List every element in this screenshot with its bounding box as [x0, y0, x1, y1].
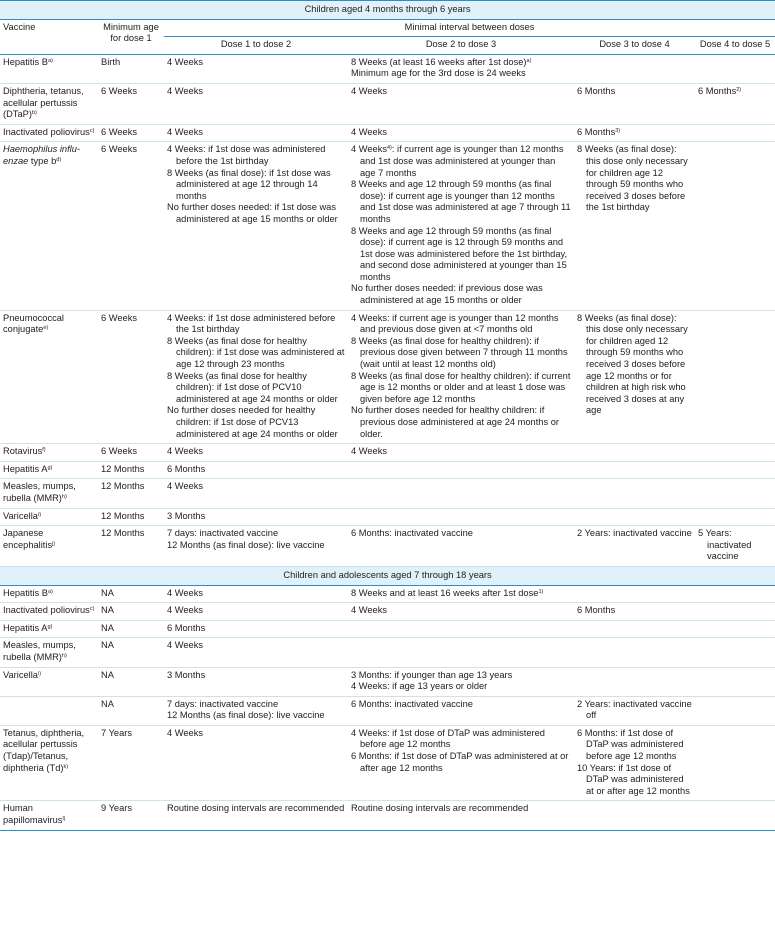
interval-d45 — [695, 508, 775, 526]
interval-d45 — [695, 461, 775, 479]
table-row — [0, 479, 775, 508]
interval-d12-line: 8 Weeks (as final dose for healthy children): if 1st dose of PCV10 administered at age 24 months or older — [167, 370, 338, 404]
vaccine-name: Pneumococcal conjugate$^{e)}$ — [0, 310, 98, 444]
interval-d45 — [695, 124, 775, 142]
interval-d23 — [348, 725, 574, 801]
interval-d12-line: 4 Weeks — [167, 56, 203, 67]
interval-d45-line: 6 Months$^{2)}$ — [698, 85, 742, 96]
interval-d45 — [695, 526, 775, 567]
interval-d34 — [574, 696, 695, 725]
interval-d23-line: 8 Weeks (as final dose for healthy children): if previous dose given between 7 through 11 months (wait until at least 12 months old) — [351, 335, 568, 370]
interval-d12 — [164, 667, 348, 696]
interval-d34 — [574, 620, 695, 638]
min-age: 12 Months — [98, 461, 164, 479]
interval-d12-line: 7 days: inactivated vaccine — [167, 698, 279, 709]
interval-d12-line: 4 Weeks: if 1st dose was administered before the 1st birthday — [167, 144, 326, 166]
interval-d23 — [348, 696, 574, 725]
interval-d12-line: 4 Weeks — [167, 481, 203, 492]
interval-d23-line: No further doses needed: if previous dose was administered at age 15 months or older — [351, 283, 543, 306]
interval-d23-line: 4 Weeks: if current age is younger than 12 months and previous dose given at <7 months old — [351, 312, 559, 335]
interval-d23-line: 8 Weeks and age 12 through 59 months (as final dose): if current age is younger than 12 months and 1st dose was administered at age 7 through 11 months — [351, 179, 571, 224]
interval-d12-line: 4 Weeks — [167, 640, 203, 651]
min-age: 6 Weeks — [98, 83, 164, 124]
interval-d12-line: 3 Months — [167, 510, 206, 521]
table-row — [0, 585, 775, 603]
interval-d34 — [574, 142, 695, 310]
interval-d34 — [574, 310, 695, 444]
interval-d34 — [574, 638, 695, 667]
header-dose1-2: Dose 1 to dose 2 — [164, 37, 348, 55]
vaccine-name: Inactivated poliovirus$^{c)}$ — [0, 603, 98, 621]
interval-d34-line: 8 Weeks (as final dose): this dose only necessary for children age 12 through 59 months who received 3 doses before the 1st birthday — [577, 144, 688, 213]
header-interval: Minimal interval between doses — [164, 19, 775, 37]
interval-d34 — [574, 725, 695, 801]
interval-d23-line: 4 Weeks — [351, 446, 387, 457]
interval-d12 — [164, 479, 348, 508]
vaccine-name: Diphtheria, tetanus, acellular pertussis (DTaP)$^{b)}$ — [0, 83, 98, 124]
interval-d23-line: 8 Weeks (at least 16 weeks after 1st dose)$^{a)}$ — [351, 56, 532, 67]
interval-d34-line: 6 Months — [577, 605, 616, 616]
interval-d45 — [695, 444, 775, 462]
section-title-young: Children aged 4 months through 6 years — [0, 1, 775, 20]
interval-d12 — [164, 620, 348, 638]
interval-d23 — [348, 83, 574, 124]
min-age: NA — [98, 603, 164, 621]
interval-d45 — [695, 603, 775, 621]
interval-d12 — [164, 603, 348, 621]
interval-d34 — [574, 83, 695, 124]
interval-d23 — [348, 638, 574, 667]
interval-d23-line: 4 Weeks$^{4)}$: if current age is younger than 12 months and 1st dose was administered at younger than age 7 months — [351, 144, 564, 178]
interval-d23-line: 4 Weeks: if 1st dose of DTaP was administered before age 12 months — [351, 727, 545, 750]
interval-d12 — [164, 526, 348, 567]
vaccine-name: Haemophilus influ-enzae type $b^{d)}$ — [0, 142, 98, 310]
min-age: NA — [98, 585, 164, 603]
table-row — [0, 696, 775, 725]
vaccine-name: Rotavirus$^{f)}$ — [0, 444, 98, 462]
interval-d12-line: 4 Weeks — [167, 85, 203, 96]
table-row — [0, 310, 775, 444]
min-age: NA — [98, 667, 164, 696]
interval-d23-line: 8 Weeks (as final dose for healthy children): if current age is 12 months or older and at least 1 dose was given before age 12 months — [351, 370, 571, 404]
interval-d23-line: 4 Weeks — [351, 85, 387, 96]
interval-d23-line: Routine dosing intervals are recommended — [351, 803, 529, 814]
vaccine-name: Inactivated poliovirus$^{c)}$ — [0, 124, 98, 142]
interval-d23 — [348, 444, 574, 462]
section-title-older: Children and adolescents aged 7 through 18 years — [0, 566, 775, 585]
vaccine-name: Varicella$^{i)}$ — [0, 508, 98, 526]
interval-d12-line: 4 Weeks: if 1st dose administered before the 1st birthday — [167, 312, 336, 335]
interval-d45 — [695, 479, 775, 508]
table-row — [0, 603, 775, 621]
table-row — [0, 461, 775, 479]
interval-d12-line: 4 Weeks — [167, 727, 203, 738]
interval-d12-line: Routine dosing intervals are recommended — [167, 803, 345, 814]
interval-d34 — [574, 526, 695, 567]
interval-d45 — [695, 54, 775, 83]
interval-d12-line: 4 Weeks — [167, 126, 203, 137]
interval-d45 — [695, 585, 775, 603]
interval-d45 — [695, 620, 775, 638]
table-row — [0, 508, 775, 526]
min-age: 12 Months — [98, 508, 164, 526]
interval-d12-line: 12 Months (as final dose): live vaccine — [167, 539, 325, 550]
interval-d12-line: 8 Weeks (as final dose): if 1st dose was administered at age 12 through 14 months — [167, 167, 331, 201]
interval-d12 — [164, 461, 348, 479]
min-age: Birth — [98, 54, 164, 83]
interval-d34-line: 10 Years: if 1st dose of DTaP was administered at or after age 12 months — [577, 762, 690, 796]
interval-d23-line: 4 Weeks: if age 13 years or older — [351, 681, 488, 692]
interval-d23-line: No further doses needed for healthy children: if previous dose administered at age 24 months or older. — [351, 405, 559, 439]
interval-d12 — [164, 585, 348, 603]
table-row — [0, 444, 775, 462]
interval-d12 — [164, 310, 348, 444]
min-age: 9 Years — [98, 801, 164, 830]
interval-d12-line: 7 days: inactivated vaccine — [167, 528, 279, 539]
interval-d45-line: 5 Years: inactivated vaccine — [698, 528, 752, 562]
header-dose3-4: Dose 3 to dose 4 — [574, 37, 695, 55]
vaccine-name: Japanese encephalitis$^{j)}$ — [0, 526, 98, 567]
interval-d12 — [164, 725, 348, 801]
interval-d34-line: 6 Months: if 1st dose of DTaP was administered before age 12 months — [577, 727, 684, 762]
interval-d12-line: 6 Months — [167, 463, 206, 474]
min-age: 6 Weeks — [98, 124, 164, 142]
interval-d12 — [164, 508, 348, 526]
interval-d23 — [348, 479, 574, 508]
interval-d12 — [164, 54, 348, 83]
min-age: NA — [98, 620, 164, 638]
vaccine-name: Measles, mumps, rubella (MMR)$^{h)}$ — [0, 638, 98, 667]
interval-d23-line: 4 Weeks — [351, 126, 387, 137]
interval-d12-line: No further doses needed: if 1st dose was administered at age 15 months or older — [167, 202, 338, 224]
interval-d23-line: 6 Months: inactivated vaccine — [351, 528, 473, 539]
interval-d12-line: 8 Weeks (as final dose for healthy children): if 1st dose was administered at age 12 through 23 months — [167, 335, 345, 370]
min-age: 7 Years — [98, 725, 164, 801]
interval-d34-line: 8 Weeks (as final dose): this dose only necessary for children aged 12 through 59 months who received 3 doses before age 12 months or for children at high risk who received 3 doses at any age — [577, 312, 688, 416]
interval-d12-line: 3 Months — [167, 669, 206, 680]
interval-d23 — [348, 526, 574, 567]
table-row — [0, 667, 775, 696]
interval-d23 — [348, 585, 574, 603]
interval-d45 — [695, 667, 775, 696]
header-min-age: Minimum age for dose 1 — [98, 19, 164, 54]
interval-d12 — [164, 444, 348, 462]
min-age: 12 Months — [98, 479, 164, 508]
interval-d45 — [695, 83, 775, 124]
min-age: 12 Months — [98, 526, 164, 567]
interval-d34 — [574, 801, 695, 830]
interval-d34 — [574, 585, 695, 603]
table-row — [0, 638, 775, 667]
vaccine-name: Tetanus, diphtheria, acellular pertussis (Tdap)/Tetanus, diphtheria $(Td)^{k)}$ — [0, 725, 98, 801]
vaccine-name: Hepatitis $A^{g)}$ — [0, 461, 98, 479]
interval-d23 — [348, 667, 574, 696]
vaccine-name: Hepatitis $B^{a)}$ — [0, 585, 98, 603]
min-age: 6 Weeks — [98, 444, 164, 462]
interval-d12 — [164, 638, 348, 667]
table-row — [0, 620, 775, 638]
interval-d12 — [164, 142, 348, 310]
interval-d12-line: 6 Months — [167, 622, 206, 633]
interval-d23-line: 4 Weeks — [351, 605, 387, 616]
interval-d45 — [695, 801, 775, 830]
interval-d23-line: 8 Weeks and age 12 through 59 months (as final dose): if current age is 12 through 59 months and 1st dose was administered before the 1st birthday, and second dose administered at younger than 15 months — [351, 225, 568, 282]
interval-d12-line: 4 Weeks — [167, 587, 203, 598]
interval-d34-line: 6 Months$^{3)}$ — [577, 126, 621, 137]
interval-d23-line: 8 Weeks and at least 16 weeks after 1st dose$^{1)}$ — [351, 587, 544, 598]
header-dose4-5: Dose 4 to dose 5 — [695, 37, 775, 55]
interval-d12 — [164, 696, 348, 725]
interval-d12-line: 12 Months (as final dose): live vaccine — [167, 710, 325, 721]
interval-d23 — [348, 508, 574, 526]
interval-d23 — [348, 54, 574, 83]
interval-d23-line: 6 Months: inactivated vaccine — [351, 698, 473, 709]
interval-d23 — [348, 461, 574, 479]
interval-d34-line: 2 Years: inactivated vaccine — [577, 528, 692, 539]
interval-d34 — [574, 479, 695, 508]
vaccine-name: Hepatitis $B^{a)}$ — [0, 54, 98, 83]
table-row — [0, 801, 775, 830]
table-row — [0, 725, 775, 801]
interval-d23-line: Minimum age for the 3rd dose is 24 weeks — [351, 68, 526, 79]
interval-d12 — [164, 801, 348, 830]
interval-d45 — [695, 142, 775, 310]
interval-d34 — [574, 667, 695, 696]
interval-d45 — [695, 725, 775, 801]
interval-d45 — [695, 310, 775, 444]
interval-d34 — [574, 461, 695, 479]
interval-d34-line: 2 Years: inactivated vaccine off — [577, 698, 692, 721]
vaccine-name: Human papillomavirus$^{l)}$ — [0, 801, 98, 830]
interval-d12-line: 4 Weeks — [167, 605, 203, 616]
header-vaccine: Vaccine — [0, 19, 98, 54]
table-row — [0, 124, 775, 142]
interval-d12 — [164, 124, 348, 142]
interval-d23 — [348, 142, 574, 310]
interval-d23 — [348, 801, 574, 830]
table-row — [0, 142, 775, 310]
interval-d23 — [348, 124, 574, 142]
vaccine-name — [0, 696, 98, 725]
interval-d34 — [574, 54, 695, 83]
interval-d23 — [348, 310, 574, 444]
vaccine-name: Measles, mumps, rubella (MMR)$^{h)}$ — [0, 479, 98, 508]
vaccine-name: Varicella$^{i)}$ — [0, 667, 98, 696]
interval-d34 — [574, 508, 695, 526]
min-age: 6 Weeks — [98, 142, 164, 310]
table-row — [0, 526, 775, 567]
interval-d23 — [348, 603, 574, 621]
interval-d34 — [574, 444, 695, 462]
interval-d12-line: 4 Weeks — [167, 446, 203, 457]
interval-d23 — [348, 620, 574, 638]
interval-d23-line: 3 Months: if younger than age 13 years — [351, 669, 513, 680]
header-dose2-3: Dose 2 to dose 3 — [348, 37, 574, 55]
min-age: 6 Weeks — [98, 310, 164, 444]
interval-d34 — [574, 603, 695, 621]
table-row — [0, 54, 775, 83]
interval-d34-line: 6 Months — [577, 85, 616, 96]
interval-d45 — [695, 696, 775, 725]
interval-d12 — [164, 83, 348, 124]
interval-d23-line: 6 Months: if 1st dose of DTaP was administered at or after age 12 months — [351, 751, 569, 773]
interval-d12-line: No further doses needed for healthy children: if 1st dose of PCV13 administered at age 24 months or older — [167, 405, 338, 439]
min-age: NA — [98, 638, 164, 667]
interval-d45 — [695, 638, 775, 667]
vaccine-name: Hepatitis $A^{g)}$ — [0, 620, 98, 638]
interval-d34 — [574, 124, 695, 142]
min-age: NA — [98, 696, 164, 725]
table-row — [0, 83, 775, 124]
